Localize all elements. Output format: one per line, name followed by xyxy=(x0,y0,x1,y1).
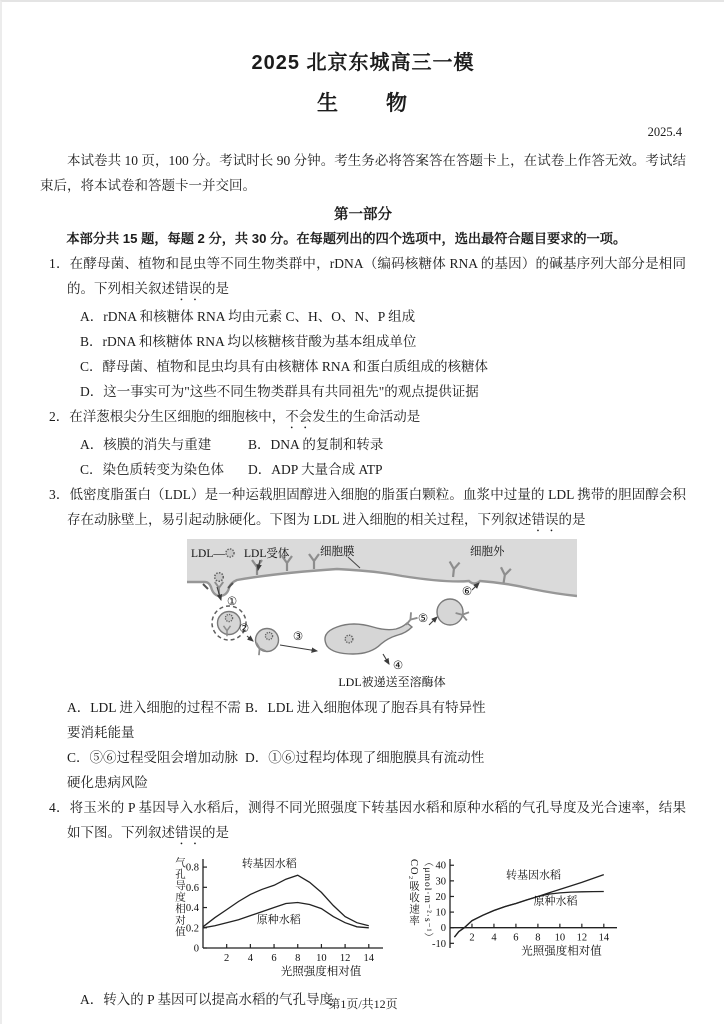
svg-text:0: 0 xyxy=(193,943,199,955)
q3-stem-post: 的是 xyxy=(558,512,586,527)
step5-number: ⑤ xyxy=(417,613,429,625)
svg-text:14: 14 xyxy=(598,932,610,944)
svg-text:0: 0 xyxy=(440,923,446,935)
q2-stem-emphasis: 不会 xyxy=(285,409,313,424)
chart2-plot xyxy=(405,851,627,983)
svg-text:转基因水稻: 转基因水稻 xyxy=(506,869,561,882)
step3-arrow xyxy=(280,645,317,651)
recycling-vesicle xyxy=(437,599,463,625)
exam-instructions: 本试卷共 10 页，100 分。考试时长 90 分钟。考生务必将答案答在答题卡上，在试卷上作答无效。考试结束后，将本试卷和答题卡一并交回。 xyxy=(40,153,686,193)
svg-text:12: 12 xyxy=(576,932,588,944)
question-1-stem xyxy=(40,251,686,304)
section-instructions: 本部分共 15 题，每题 2 分，共 30 分。在每题列出的四个选项中，选出最符合题目要求的一项。 xyxy=(66,231,627,246)
step3-number: ③ xyxy=(292,631,304,643)
q2-stem-post: 发生的生命活动是 xyxy=(312,409,421,424)
page-title: 2025 北京东城高三一模 xyxy=(251,52,475,74)
questions-area xyxy=(40,251,686,1012)
svg-text:光照强度相对值: 光照强度相对值 xyxy=(521,945,602,958)
svg-text:-10: -10 xyxy=(432,938,446,950)
q1-option-b: B．rDNA 和核糖体 RNA 均以核糖核苷酸为基本组成单位 xyxy=(80,334,417,349)
svg-text:8: 8 xyxy=(535,932,541,944)
svg-text:10: 10 xyxy=(435,907,446,919)
svg-text:光照强度相对值: 光照强度相对值 xyxy=(280,966,362,978)
ldl-label-particle-icon xyxy=(226,549,234,557)
ldl-endocytosis-diagram xyxy=(187,539,577,691)
q3-option-a: A．LDL 进入细胞的过程不需要消耗能量 xyxy=(67,700,241,740)
step2-number: ② xyxy=(238,623,250,635)
question-4-stem xyxy=(40,795,686,848)
svg-text:30: 30 xyxy=(435,876,446,888)
svg-text:14: 14 xyxy=(363,953,375,964)
co2-uptake-chart xyxy=(405,851,627,987)
svg-text:40: 40 xyxy=(435,860,446,872)
q3-option-b: B．LDL 进入细胞体现了胞吞具有特异性 xyxy=(245,700,486,715)
svg-text:10: 10 xyxy=(554,932,566,944)
section-heading: 第一部分 xyxy=(334,207,392,223)
ldl-label: LDL— xyxy=(191,548,225,560)
q4-stem-pre: 4．将玉米的 P 基因导入水稻后，测得不同光照强度下转基因水稻和原种水稻的气孔导度及光合速率，结果如下图。下列叙述 xyxy=(49,800,686,840)
step4-number: ④ xyxy=(392,660,404,672)
q3-options-row-2 xyxy=(67,745,686,795)
svg-text:4: 4 xyxy=(491,932,497,944)
question-2-stem xyxy=(40,404,686,432)
stomatal-conductance-chart xyxy=(158,851,393,987)
q3-stem-emphasis: 错误 xyxy=(531,512,559,527)
extracellular-label: 细胞外 xyxy=(470,546,505,558)
svg-text:0.2: 0.2 xyxy=(185,923,199,935)
svg-text:6: 6 xyxy=(271,953,277,964)
svg-text:0.4: 0.4 xyxy=(185,903,199,915)
q3-stem-pre: 3．低密度脂蛋白（LDL）是一种运载胆固醇进入细胞的脂蛋白颗粒。血浆中过量的 LDL 携带的胆固醇会积存在动脉壁上，易引起动脉硬化。下图为 LDL 进入细胞的相关过程，下列叙述 xyxy=(49,487,686,527)
svg-text:8: 8 xyxy=(295,953,301,964)
membrane-label: 细胞膜 xyxy=(320,546,355,558)
q4-option-a: A．转入的 P 基因可以提高水稻的气孔导度 xyxy=(80,992,334,1007)
svg-text:6: 6 xyxy=(513,932,519,944)
ldl-in-vesicle-icon xyxy=(225,614,232,621)
svg-text:12: 12 xyxy=(339,953,351,964)
chart1-plot xyxy=(158,851,393,983)
q1-stem-pre: 1．在酵母菌、植物和昆虫等不同生物类群中，rDNA（编码核糖体 RNA 的基因）的碱基序列大部分是相同的。下列相关叙述 xyxy=(49,256,686,296)
step1-number: ① xyxy=(226,596,238,608)
q1-option-d: D．这一事实可为"这些不同生物类群具有共同祖先"的观点提供证据 xyxy=(80,384,479,399)
svg-text:4: 4 xyxy=(247,953,253,964)
q2-option-d: D．ADP 大量合成 ATP xyxy=(248,462,383,477)
q2-option-b: B．DNA 的复制和转录 xyxy=(248,437,384,452)
chart2-y-axis-label: CO₂吸收速率 xyxy=(408,859,419,927)
svg-text:原种水稻: 原种水稻 xyxy=(256,914,301,927)
chart1-y-axis-label: 气孔导度相对值 xyxy=(174,857,185,938)
q1-stem-post: 的是 xyxy=(202,281,229,296)
svg-text:0.8: 0.8 xyxy=(185,862,199,874)
q3-option-d: D．①⑥过程均体现了细胞膜具有流动性 xyxy=(245,750,485,765)
chart2-y-axis-units: （μmol·m⁻²·s⁻¹） xyxy=(422,857,432,944)
q2-option-c: C．染色质转变为染色体 xyxy=(80,462,225,477)
ldl-receptor-label: LDL受体 xyxy=(244,548,290,560)
q3-option-c: C．⑤⑥过程受阻会增加动脉硬化患病风险 xyxy=(67,750,239,790)
ldl-in-endosome-icon xyxy=(345,635,353,643)
question-3-stem xyxy=(40,482,686,535)
step5-arrow xyxy=(429,617,437,625)
exam-date: 2025.4 xyxy=(647,125,682,139)
q2-options-row-2 xyxy=(80,457,686,482)
svg-text:2: 2 xyxy=(469,932,475,944)
q4-stem-emphasis: 错误 xyxy=(175,825,202,840)
svg-text:0.6: 0.6 xyxy=(185,882,199,894)
ldl-particle-icon xyxy=(215,573,224,582)
q1-option-a: A．rDNA 和核糖体 RNA 均由元素 C、H、O、N、P 组成 xyxy=(80,309,416,324)
step6-number: ⑥ xyxy=(461,586,473,598)
lysosome-caption: LDL被递送至溶酶体 xyxy=(338,675,446,689)
step2-arrow xyxy=(247,636,253,641)
q2-options-row-1 xyxy=(80,432,686,457)
ldl-endocytosis-figure xyxy=(187,539,686,695)
q2-option-a: A．核膜的消失与重建 xyxy=(80,437,212,452)
step4-arrow xyxy=(383,654,389,664)
q1-stem-emphasis: 错误 xyxy=(175,281,202,296)
page-number: 第1页/共12页 xyxy=(328,997,398,1011)
q1-option-c: C．酵母菌、植物和昆虫均具有由核糖体 RNA 和蛋白质组成的核糖体 xyxy=(80,359,489,374)
q3-options-row-1 xyxy=(67,695,686,745)
subject-title: 生 物 xyxy=(317,92,409,115)
ldl-in-vesicle2-icon xyxy=(265,632,272,639)
q2-stem-pre: 2．在洋葱根尖分生区细胞的细胞核中， xyxy=(49,409,286,424)
q4-stem-post: 的是 xyxy=(202,825,229,840)
svg-text:20: 20 xyxy=(435,891,446,903)
svg-text:2: 2 xyxy=(224,953,230,964)
endosome xyxy=(325,623,412,654)
svg-text:转基因水稻: 转基因水稻 xyxy=(241,858,297,871)
question-4-figures xyxy=(158,851,686,987)
svg-text:原种水稻: 原种水稻 xyxy=(533,895,578,908)
svg-text:10: 10 xyxy=(316,953,327,964)
